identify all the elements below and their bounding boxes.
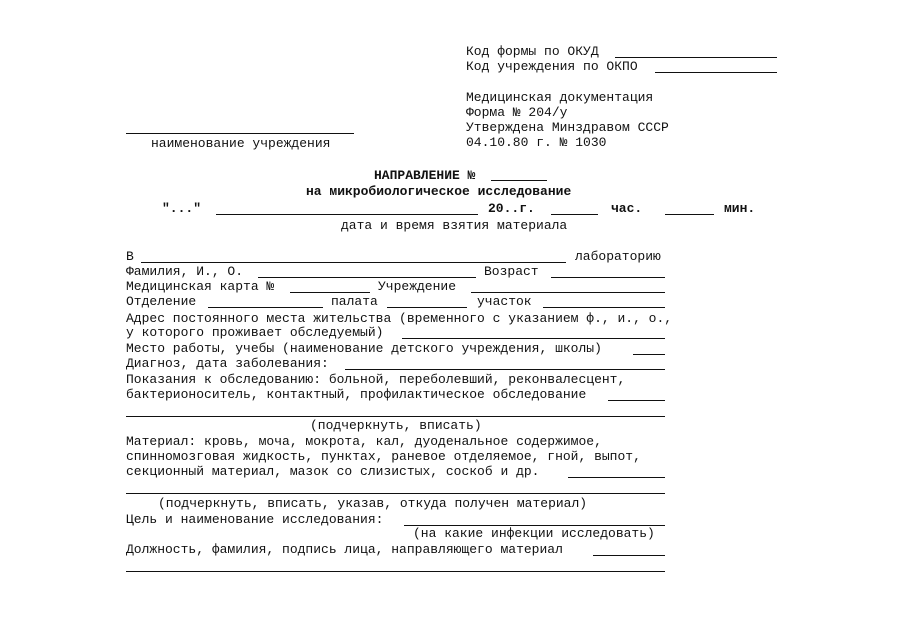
card-line[interactable]	[290, 292, 370, 293]
underline-hint-1: (подчеркнуть, вписать)	[310, 418, 482, 433]
referral-number-line[interactable]	[491, 180, 547, 181]
department-line[interactable]	[208, 307, 323, 308]
year-label: 20..г.	[488, 201, 535, 216]
ward-label: палата	[331, 294, 378, 309]
purpose-label: Цель и наименование исследования:	[126, 512, 384, 527]
work-label: Место работы, учебы (наименование детского учреждения, школы)	[126, 341, 602, 356]
material-line3: секционный материал, мазок со слизистых, соскоб и др.	[126, 464, 540, 479]
signature-extra-line[interactable]	[126, 571, 665, 572]
department-label: Отделение	[126, 294, 197, 309]
approved-date: 04.10.80 г. № 1030	[466, 135, 607, 150]
section-label: участок	[477, 294, 532, 309]
institution-field-label: Учреждение	[378, 279, 457, 294]
section-line[interactable]	[543, 307, 665, 308]
card-label: Медицинская карта №	[126, 279, 275, 294]
work-line[interactable]	[633, 354, 665, 355]
institution-field-line[interactable]	[471, 292, 665, 293]
material-line2: спинномозговая жидкость, пунктах, раневое отделяемое, гной, выпот,	[126, 449, 641, 464]
date-quote: "..."	[162, 201, 202, 216]
name-line[interactable]	[258, 277, 476, 278]
name-label: Фамилия, И., О.	[126, 264, 244, 279]
indications-extra-line[interactable]	[126, 416, 665, 417]
to-label: В	[126, 249, 134, 264]
institution-line[interactable]	[126, 133, 354, 134]
signature-line[interactable]	[593, 555, 665, 556]
title-referral: НАПРАВЛЕНИЕ №	[374, 168, 476, 183]
material-extra-line[interactable]	[126, 493, 665, 494]
docs-label: Медицинская документация	[466, 90, 654, 105]
age-label: Возраст	[484, 264, 539, 279]
indications-line1: Показания к обследованию: больной, переболевший, реконвалесцент,	[126, 372, 626, 387]
minutes-line[interactable]	[665, 214, 714, 215]
form-number: Форма № 204/у	[466, 105, 568, 120]
lab-line[interactable]	[141, 262, 566, 263]
address-line1: Адрес постоянного места жительства (временного с указанием ф., и., о.,	[126, 311, 673, 326]
approved-by: Утверждена Минздравом СССР	[466, 120, 669, 135]
lab-label: лабораторию	[575, 249, 661, 264]
signature-label: Должность, фамилия, подпись лица, направляющего материал	[126, 542, 563, 557]
infections-hint: (на какие инфекции исследовать)	[413, 526, 655, 541]
indications-line[interactable]	[608, 400, 665, 401]
hours-label: час.	[611, 201, 643, 216]
datetime-caption: дата и время взятия материала	[341, 218, 568, 233]
title-subject: на микробиологическое исследование	[306, 184, 572, 199]
hours-line[interactable]	[551, 214, 598, 215]
underline-hint-2: (подчеркнуть, вписать, указав, откуда получен материал)	[158, 496, 588, 511]
okpo-label: Код учреждения по ОКПО	[466, 59, 638, 74]
material-line[interactable]	[568, 477, 665, 478]
okud-label: Код формы по ОКУД	[466, 44, 599, 59]
okud-line[interactable]	[615, 57, 777, 58]
ward-line[interactable]	[387, 307, 467, 308]
material-line1: Материал: кровь, моча, мокрота, кал, дуоденальное содержимое,	[126, 434, 602, 449]
diagnosis-label: Диагноз, дата заболевания:	[126, 356, 329, 371]
address-line[interactable]	[402, 338, 665, 339]
indications-line2: бактерионоситель, контактный, профилактическое обследование	[126, 387, 587, 402]
minutes-label: мин.	[724, 201, 756, 216]
age-line[interactable]	[551, 277, 665, 278]
date-line[interactable]	[216, 214, 478, 215]
diagnosis-line[interactable]	[345, 369, 665, 370]
address-line2: у которого проживает обследуемый)	[126, 325, 384, 340]
okpo-line[interactable]	[655, 72, 777, 73]
institution-caption: наименование учреждения	[151, 136, 331, 151]
